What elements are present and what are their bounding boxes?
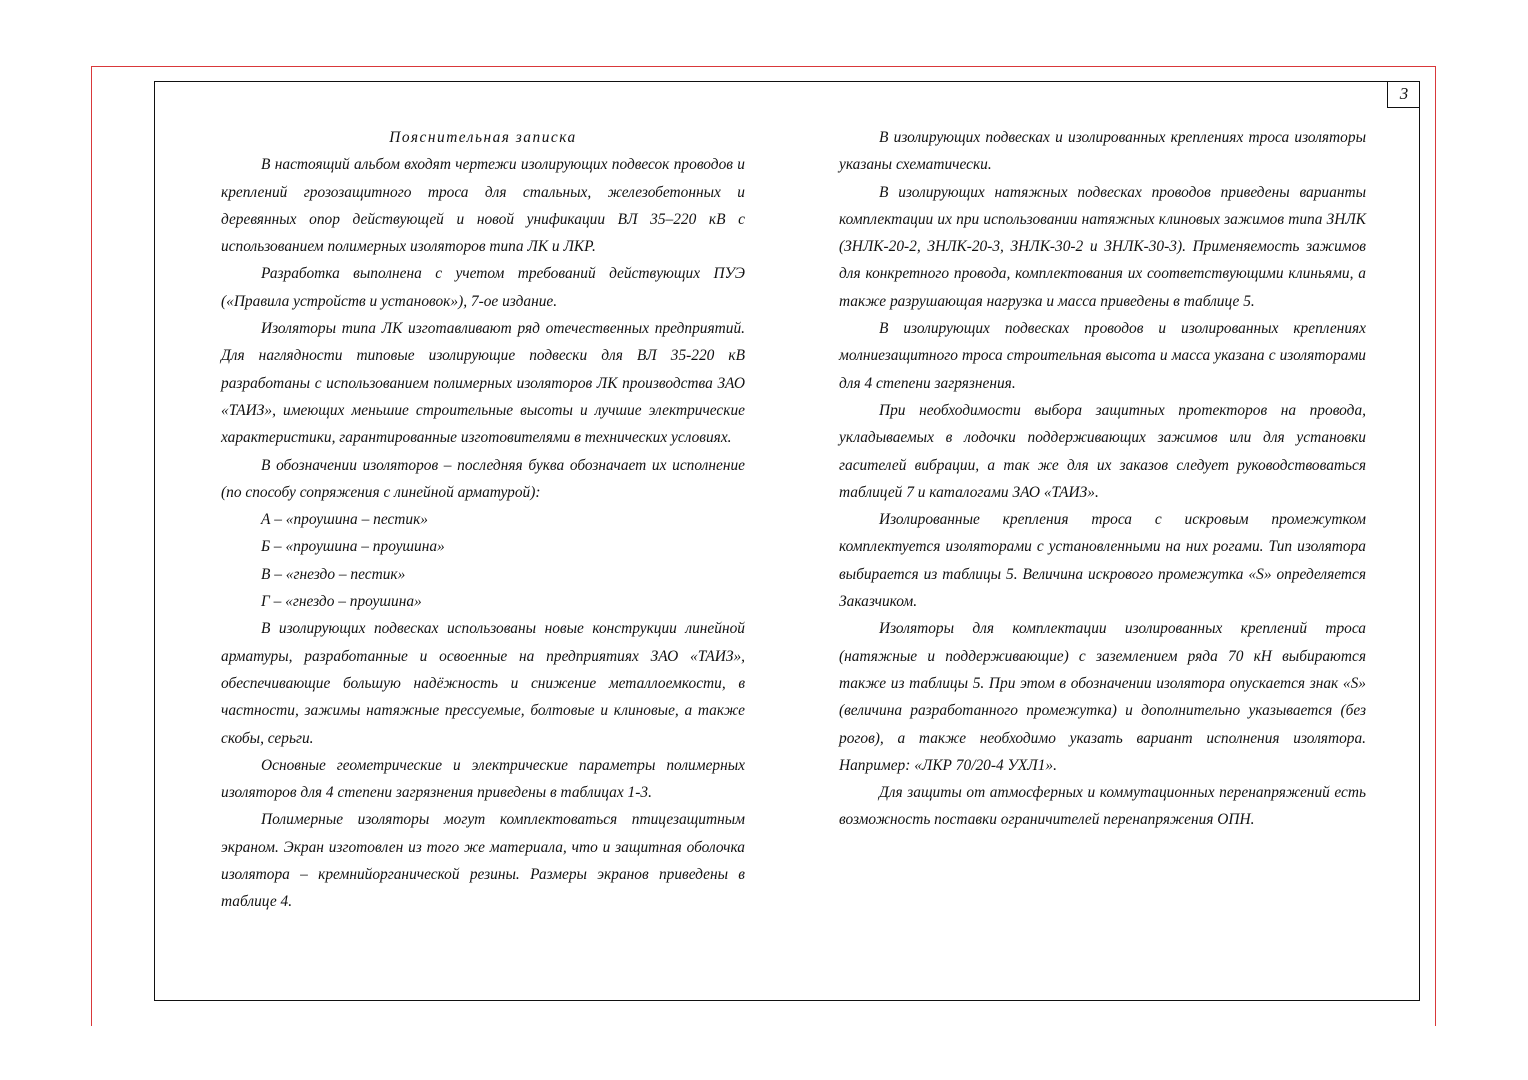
paragraph: Полимерные изоляторы могут комплектоваться птицезащитным экраном. Экран изготовлен из того же материала, что и защитная оболочка изолятора – кремнийорганической резины. Размеры экранов приведены в таблице 4. [221, 811, 745, 911]
paragraph: В изолирующих подвесках и изолированных креплениях троса изоляторы указаны схематически. [839, 129, 1366, 174]
paragraph: Изоляторы для комплектации изолированных креплений троса (натяжные и поддерживающие) с заземлением ряда 70 кН выбираются также из таблицы 5. При этом в обозначении изолятора опускается знак «S» (величина разработанного промежутка) и дополнительно указывается (без рогов), а также необходимо указать вариант исполнения изолятора. Например: «ЛКР 70/20-4 УХЛ1». [839, 620, 1366, 774]
paragraph: Изоляторы типа ЛК изготавливают ряд отечественных предприятий. Для наглядности типовые изолирующие подвески для ВЛ 35-220 кВ разработаны с использованием полимерных изоляторов ЛК производства ЗАО «ТАИЗ», имеющих меньшие строительные высоты и лучшие электрические характеристики, гарантированные изготовителями в технических условиях. [221, 320, 745, 447]
list-item: Г – «гнездо – проушина» [261, 593, 422, 611]
page-number: 3 [1387, 82, 1420, 108]
right-column [839, 124, 1366, 834]
paragraph: В обозначении изоляторов – последняя буква обозначает их исполнение (по способу сопряжения с линейной арматурой): [221, 456, 745, 501]
paragraph: Разработка выполнена с учетом требований действующих ПУЭ («Правила устройств и установок»), 7-ое издание. [221, 265, 745, 310]
list-item: А – «проушина – пестик» [261, 511, 428, 529]
paragraph: В изолирующих натяжных подвесках проводов приведены варианты комплектации их при использовании натяжных клиновых зажимов типа ЗНЛК (ЗНЛК-20-2, ЗНЛК-20-3, ЗНЛК-30-2 и ЗНЛК-30-3). Применяемость зажимов для конкретного провода, комплектования их соответствующими клиньями, а также разрушающая нагрузка и масса приведены в таблице 5. [839, 183, 1366, 310]
paragraph: В изолирующих подвесках использованы новые конструкции линейной арматуры, разработанные и освоенные на предприятиях ЗАО «ТАИЗ», обеспечивающие большую надёжность и снижение металлоемкости, в частности, зажимы натяжные прессуемые, болтовые и клиновые, а также скобы, серьги. [221, 620, 745, 747]
paragraph: Изолированные крепления троса с искровым промежутком комплектуется изоляторами с установленными на них рогами. Тип изолятора выбирается из таблицы 5. Величина искрового промежутка «S» определяется Заказчиком. [839, 511, 1366, 611]
paragraph: При необходимости выбора защитных протекторов на провода, укладываемых в лодочки поддерживающих зажимов или для установки гасителей вибрации, а так же для их заказов следует руководствоваться таблицей 7 и каталогами ЗАО «ТАИЗ». [839, 401, 1366, 501]
paragraph: Для защиты от атмосферных и коммутационных перенапряжений есть возможность поставки ограничителей перенапряжения ОПН. [839, 784, 1366, 829]
paragraph: Основные геометрические и электрические параметры полимерных изоляторов для 4 степени загрязнения приведены в таблицах 1-3. [221, 756, 745, 802]
list-item: Б – «проушина – проушина» [261, 538, 445, 556]
left-column [221, 124, 745, 916]
paragraph: В изолирующих подвесках проводов и изолированных креплениях молниезащитного троса строительная высота и масса указана с изоляторами для 4 степени загрязнения. [839, 320, 1366, 392]
list-item: В – «гнездо – пестик» [261, 565, 406, 583]
document-title: Пояснительная записка [389, 129, 577, 146]
paragraph: В настоящий альбом входят чертежи изолирующих подвесок проводов и креплений грозозащитного троса для стальных, железобетонных и деревянных опор действующей и новой унификации ВЛ 35–220 кВ с использованием полимерных изоляторов типа ЛК и ЛКР. [221, 156, 745, 256]
